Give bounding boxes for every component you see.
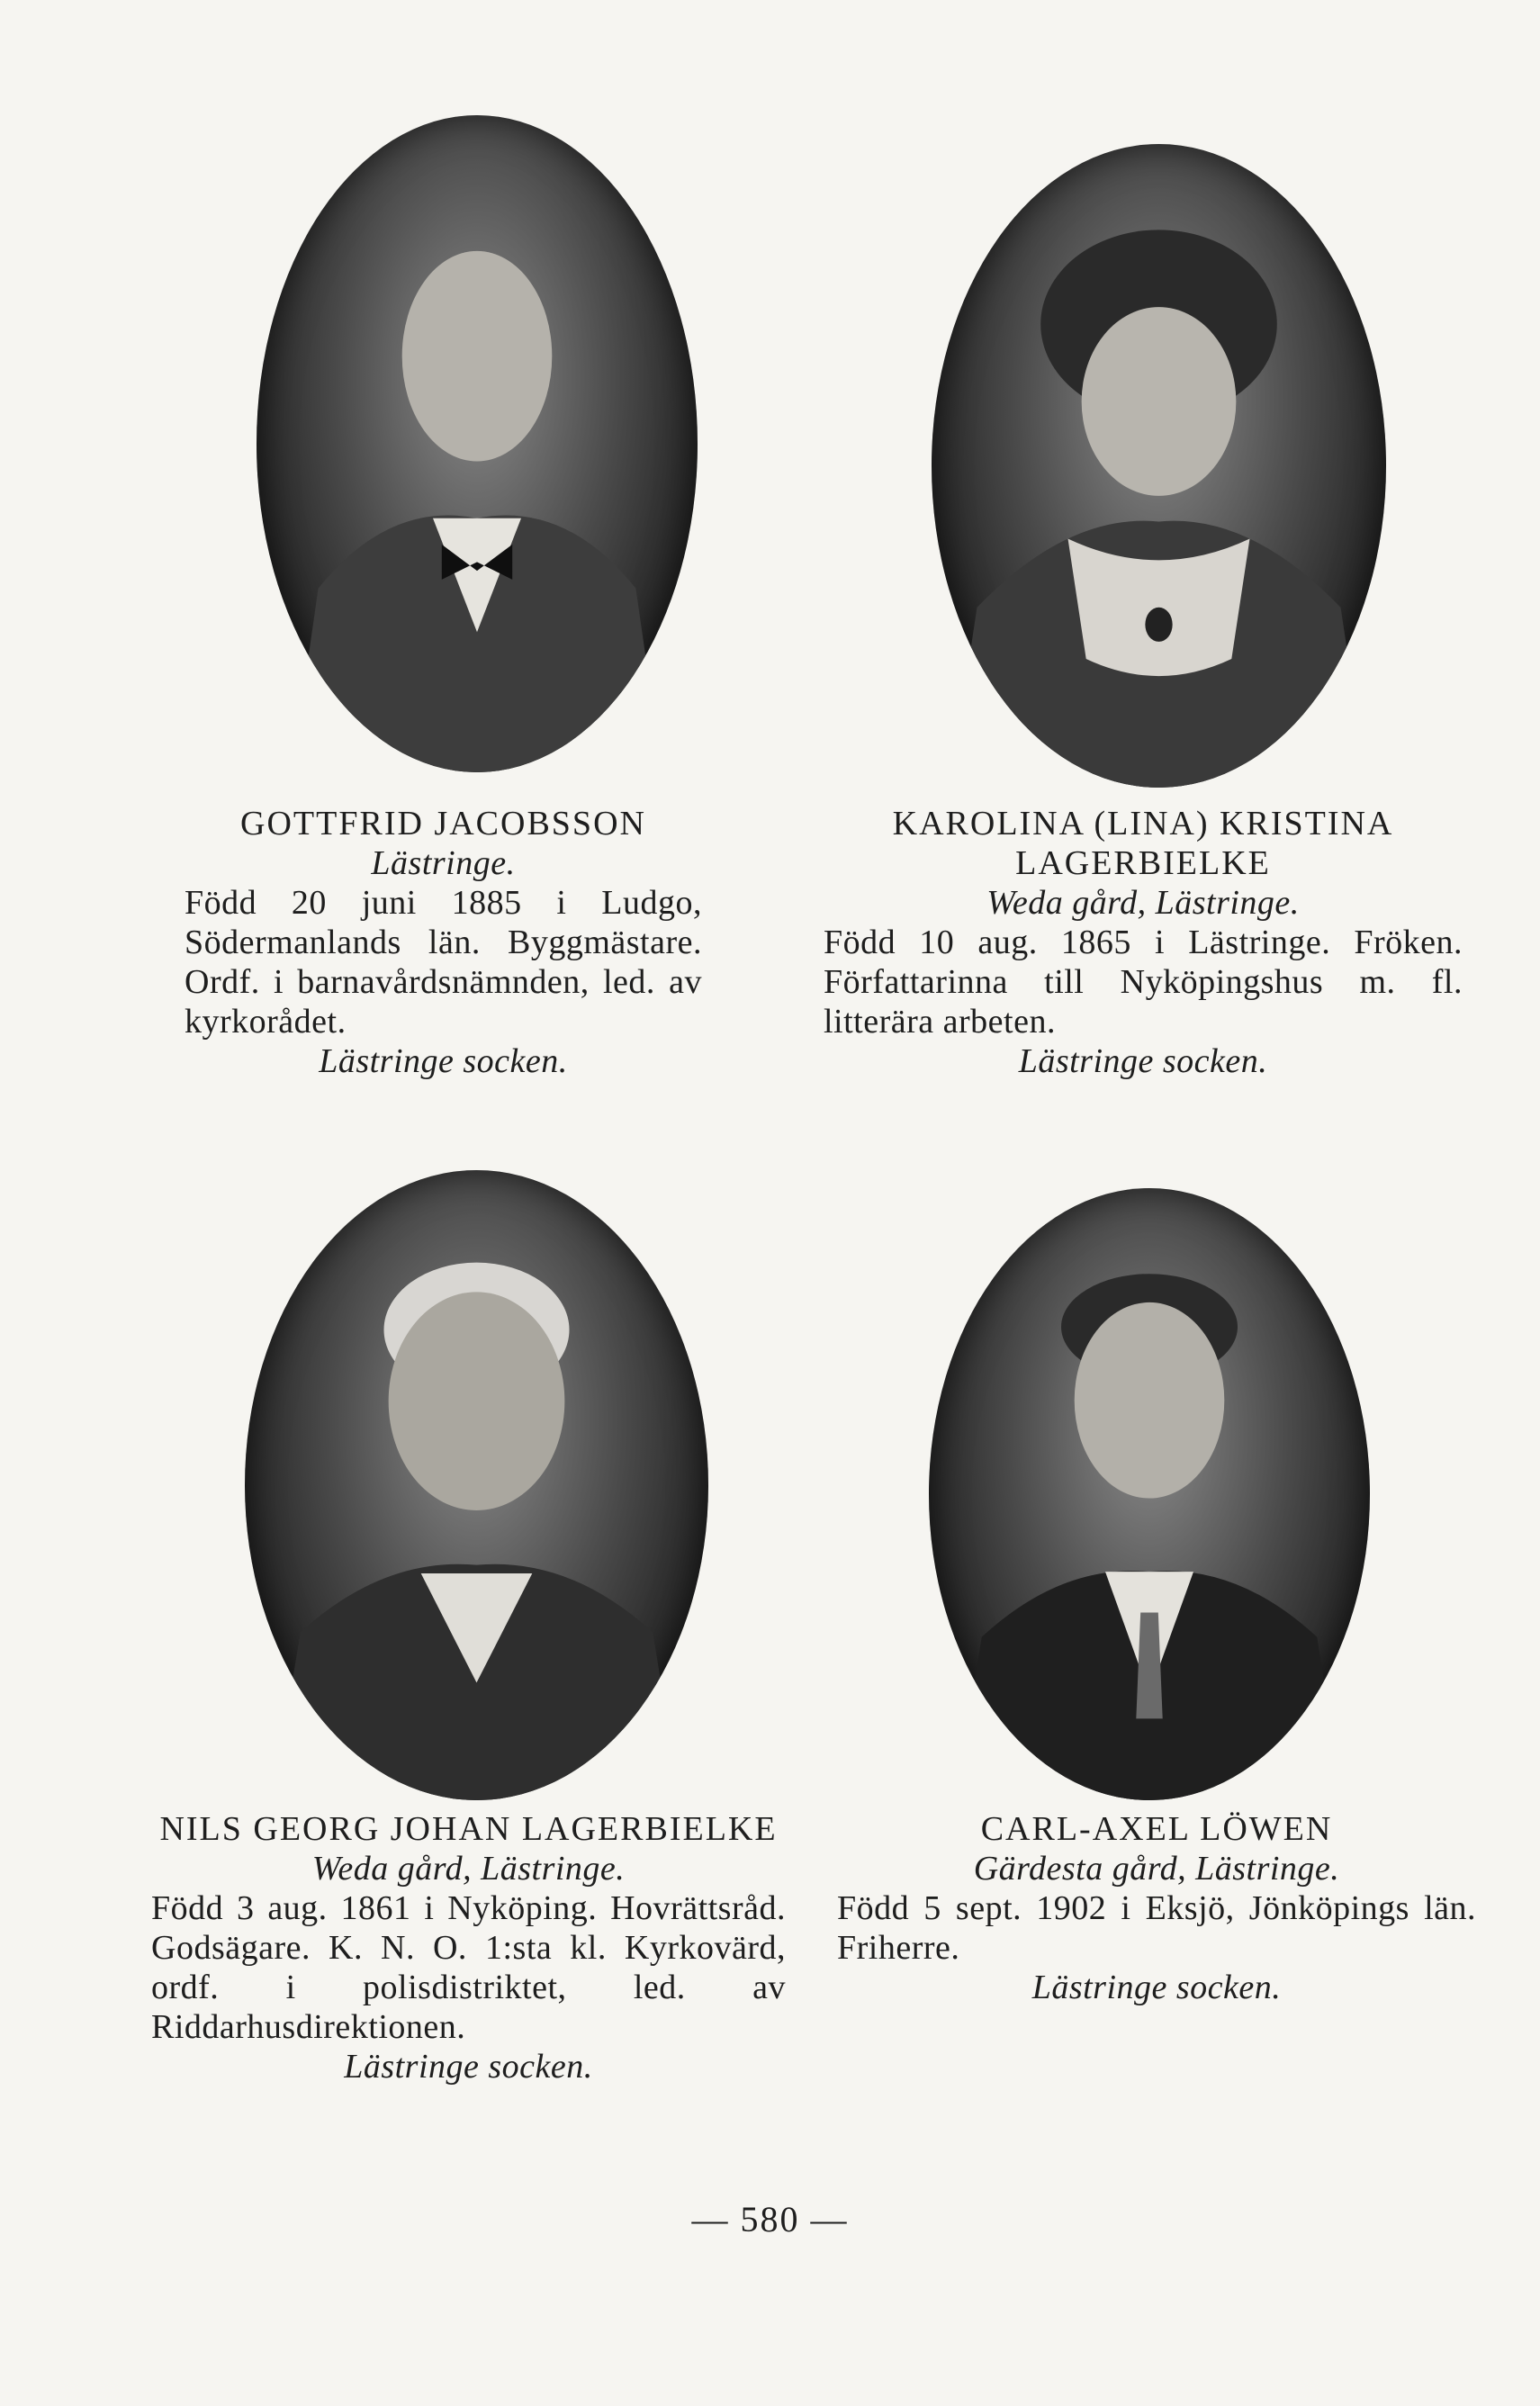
page-number: — 580 — (691, 2199, 849, 2239)
residence: Lästringe. (371, 844, 516, 882)
person-name: KAROLINA (LINA) KRISTINA LAGERBIELKE (892, 805, 1394, 882)
parish: Lästringe socken. (344, 2048, 593, 2086)
residence: Weda gård, Lästringe. (311, 1850, 626, 1888)
parish: Lästringe socken. (1031, 1969, 1282, 2006)
parish: Lästringe socken. (319, 1042, 568, 1080)
person-name: NILS GEORG JOHAN LAGERBIELKE (159, 1810, 778, 1848)
person-name: CARL-AXEL LÖWEN (980, 1810, 1333, 1848)
biography: Född 5 sept. 1902 i Eksjö, Jönköpings län. Friherre. (837, 1889, 1476, 1967)
caption-nils-lagerbielke (151, 1809, 786, 2086)
biography: Född 10 aug. 1865 i Lästringe. Fröken. Författarinna till Nyköpingshus m. fl. litterära arbeten. (824, 924, 1463, 1041)
caption-karolina-lagerbielke (824, 804, 1463, 1081)
caption-carl-axel-lowen (837, 1809, 1476, 2007)
portrait-photo (257, 115, 698, 772)
portrait-photo (245, 1170, 708, 1800)
caption-gottfrid-jacobsson (185, 804, 702, 1081)
portrait-photo (932, 144, 1386, 788)
residence: Weda gård, Lästringe. (986, 884, 1300, 922)
portrait-photo (929, 1188, 1370, 1800)
parish: Lästringe socken. (1018, 1042, 1268, 1080)
residence: Gärdesta gård, Lästringe. (973, 1850, 1340, 1888)
biography: Född 20 juni 1885 i Ludgo, Södermanlands län. Byggmästare. Ordf. i barnavårdsnämnden, led. av kyrkorådet. (185, 884, 702, 1041)
person-name: GOTTFRID JACOBSSON (240, 805, 646, 843)
biography: Född 3 aug. 1861 i Nyköping. Hovrättsråd. Godsägare. K. N. O. 1:sta kl. Kyrkovärd, ordf. i polisdistriktet, led. av Riddarhusdirektionen. (151, 1889, 786, 2046)
